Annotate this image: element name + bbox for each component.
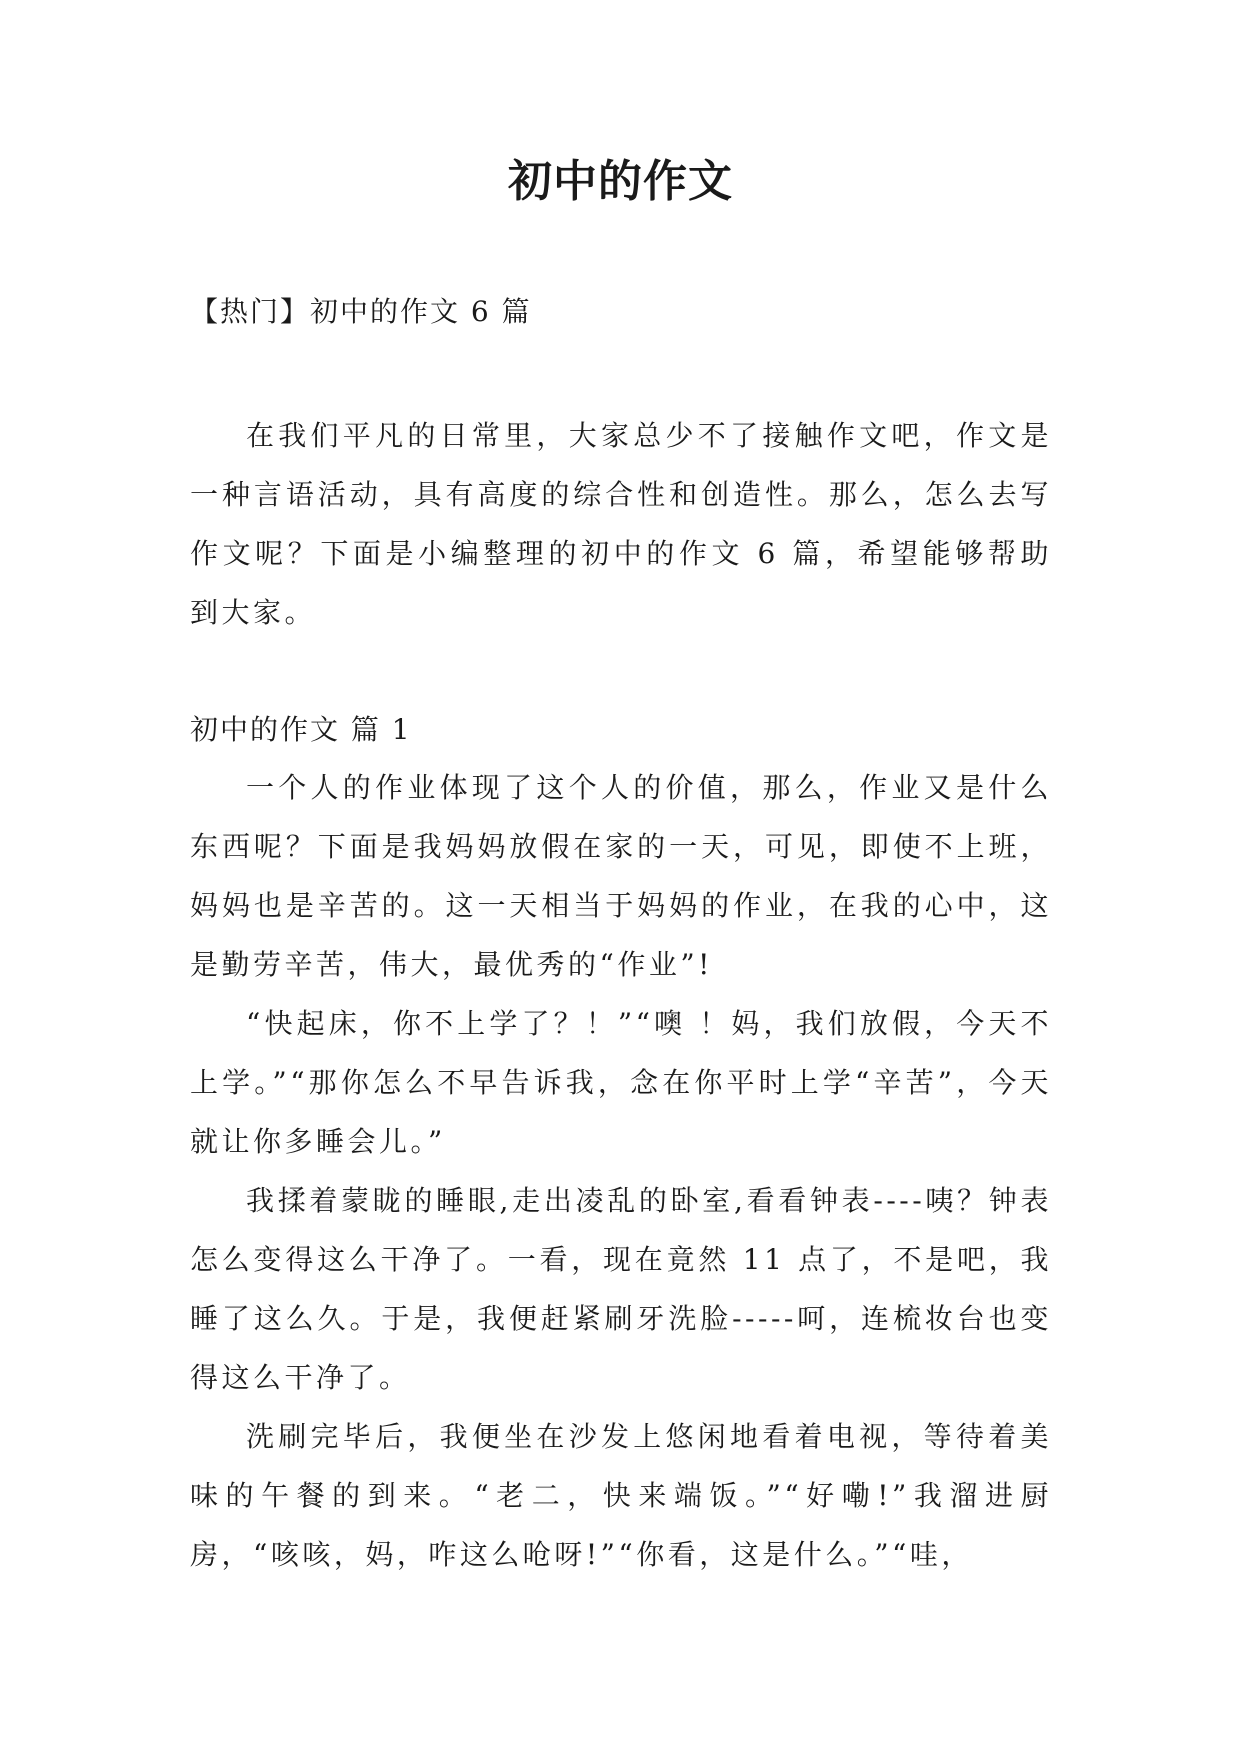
- document-subtitle: 【热门】初中的作文 6 篇: [190, 295, 532, 328]
- body-paragraph: “快起床，你不上学了？！”“噢 ！妈，我们放假，今天不上学。”“那你怎么不早告诉我，念在你平时上学“辛苦”，今天就让你多睡会儿。”: [190, 1007, 1052, 1158]
- body-paragraph: 洗刷完毕后，我便坐在沙发上悠闲地看着电视，等待着美味的午餐的到来。“老二，快来端饭。”“好嘞!”我溜进厨房，“咳咳，妈，咋这么呛呀!”“你看，这是什么。”“哇，: [190, 1420, 1052, 1571]
- intro-paragraph: 在我们平凡的日常里，大家总少不了接触作文吧，作文是一种言语活动，具有高度的综合性和创造性。那么，怎么去写作文呢？下面是小编整理的初中的作文 6 篇，希望能够帮助到大家。: [190, 419, 1052, 629]
- document-title: 初中的作文: [508, 156, 733, 207]
- body-paragraph: 一个人的作业体现了这个人的价值，那么，作业又是什么东西呢？下面是我妈妈放假在家的一天，可见，即使不上班，妈妈也是辛苦的。这一天相当于妈妈的作业，在我的心中，这是勤劳辛苦，伟大，最优秀的“作业”!: [190, 771, 1052, 981]
- body-paragraph: 我揉着蒙眬的睡眼,走出凌乱的卧室,看看钟表----咦？钟表怎么变得这么干净了。一看，现在竟然 11 点了，不是吧，我睡了这么久。于是，我便赶紧刷牙洗脸-----呵，连梳妆台也变得这么干净了。: [190, 1184, 1052, 1394]
- document-body: [190, 406, 1052, 1584]
- section-heading: 初中的作文 篇 1: [190, 713, 412, 746]
